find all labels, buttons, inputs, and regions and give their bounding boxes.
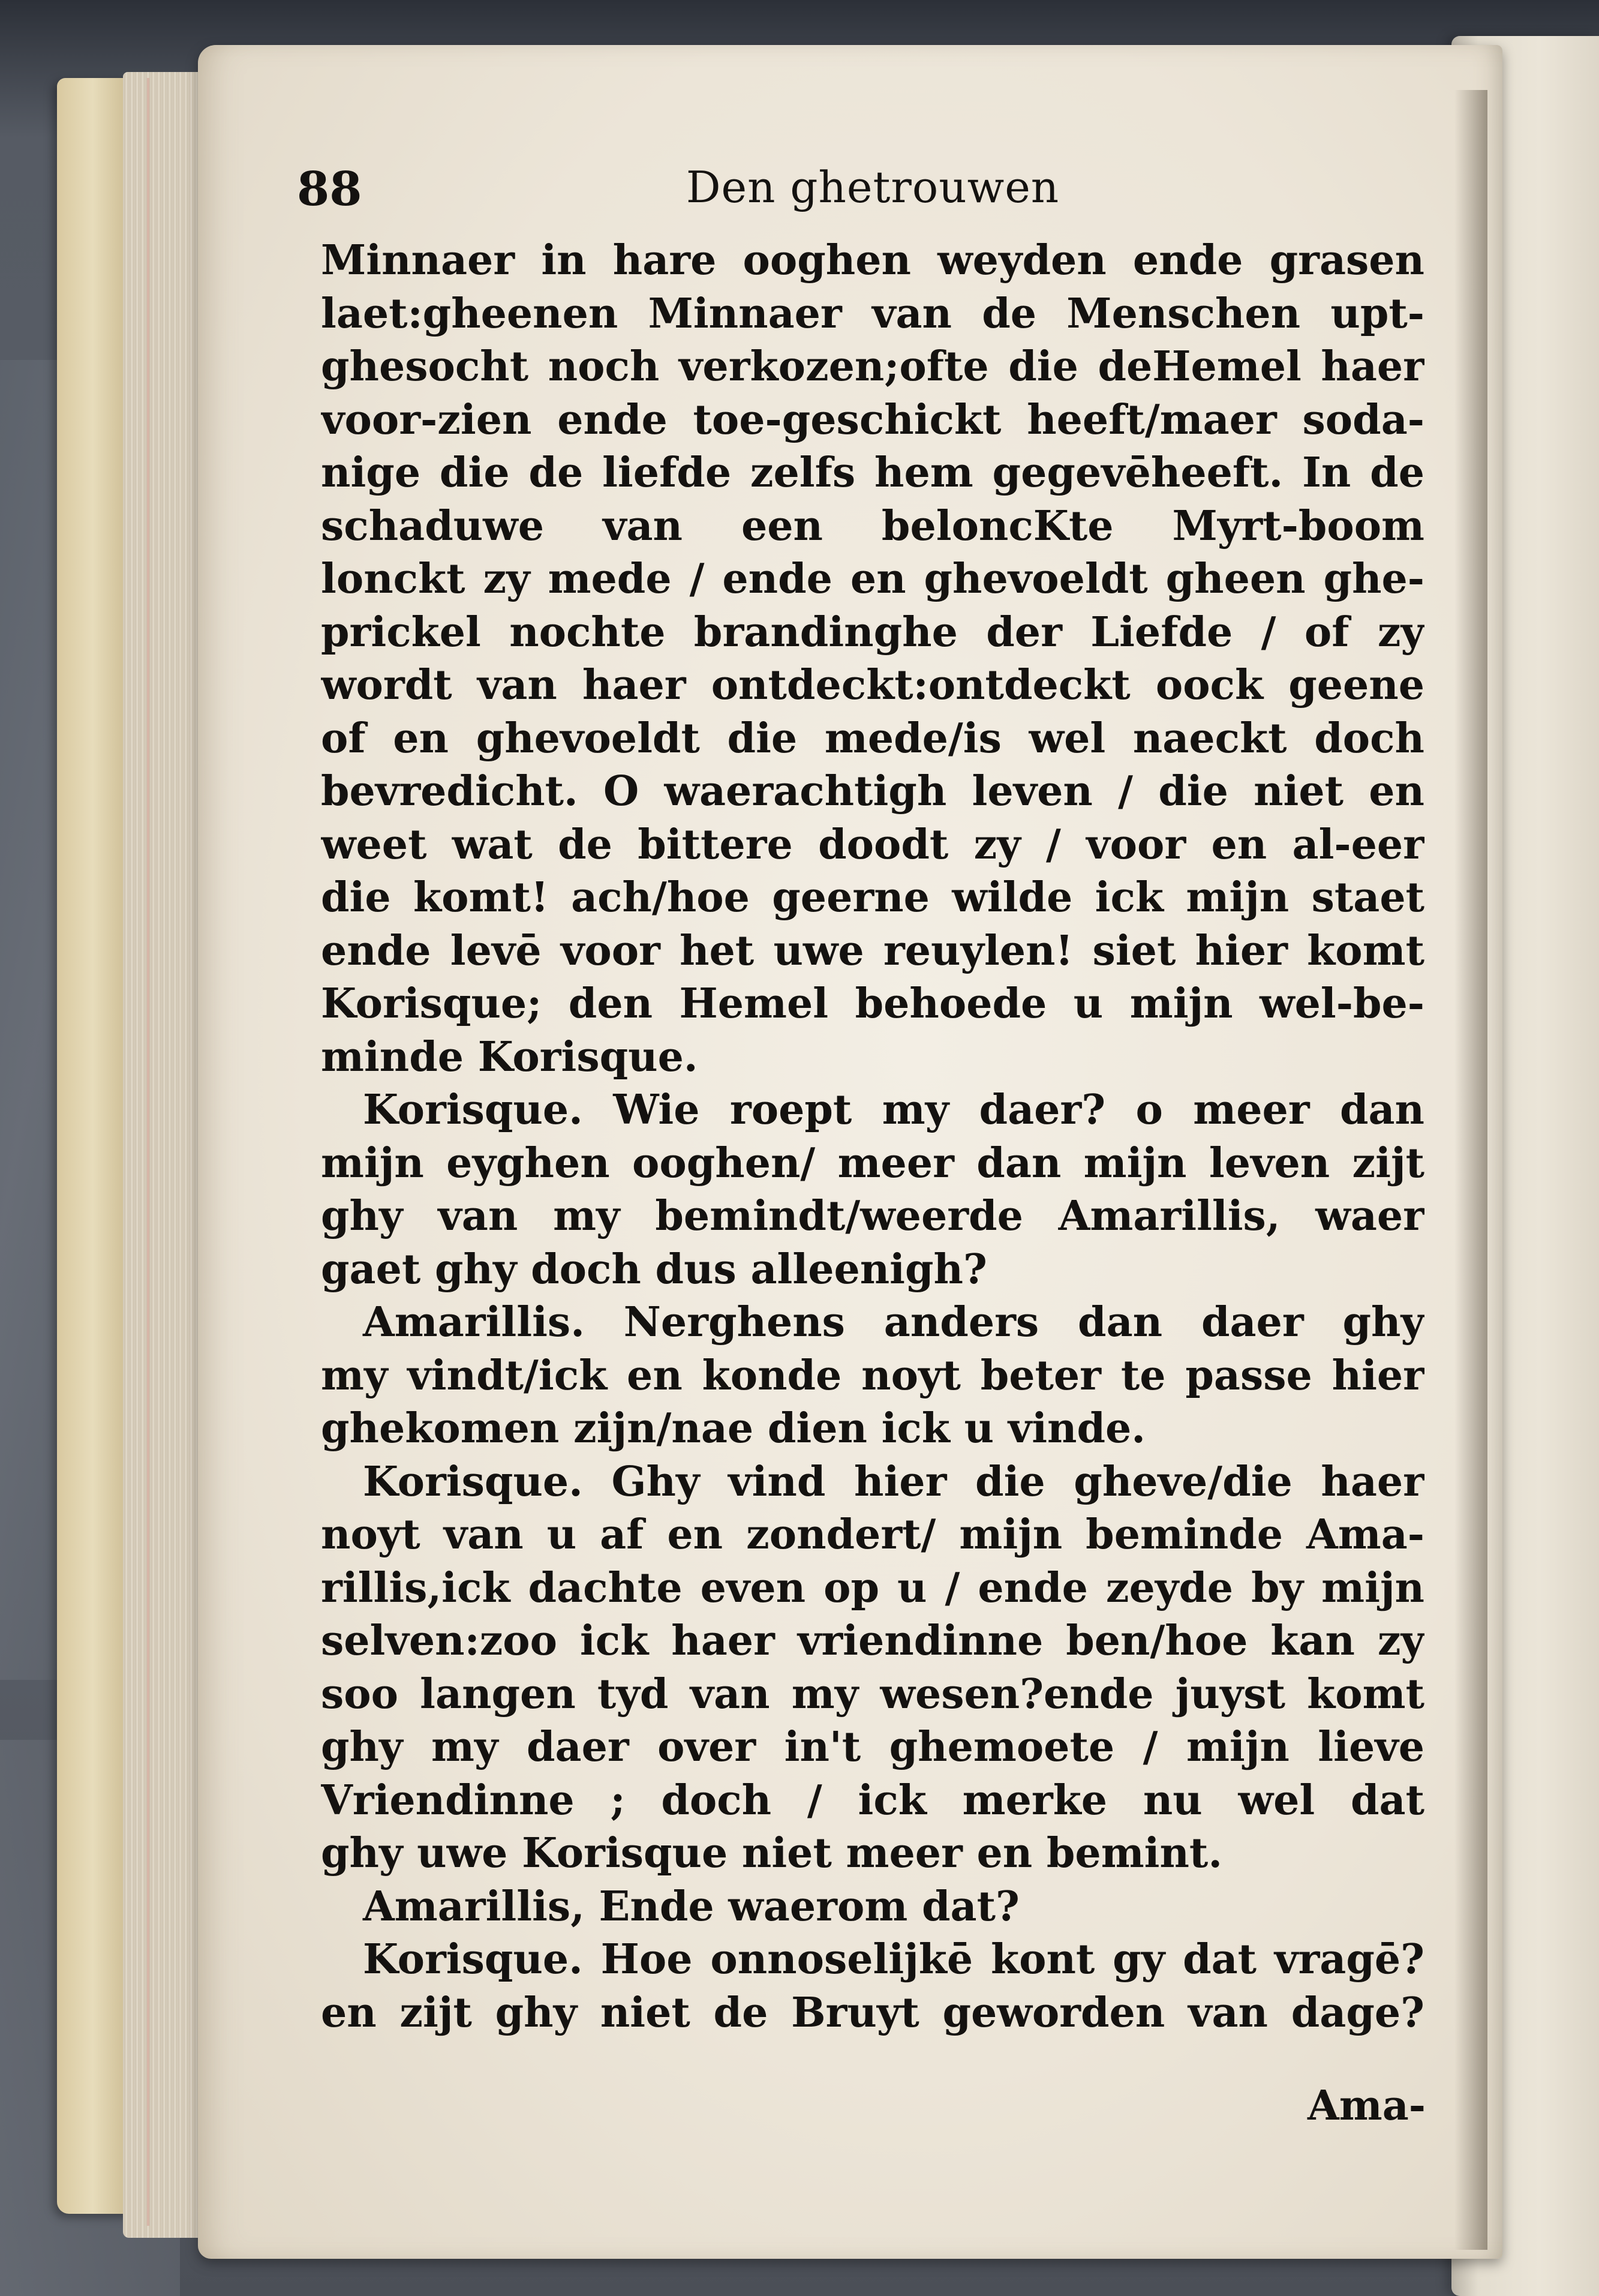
text-line: ghesocht noch verkozen;ofte die deHemel haer — [321, 343, 1424, 391]
text-line: weet wat de bittere doodt zy / voor en al-eer — [321, 820, 1424, 869]
text-line: ghy my daer over in't ghemoete / mijn lieve — [321, 1723, 1424, 1771]
running-head-title: Den ghetrouwen — [686, 162, 1060, 212]
text-line: Korisque. Ghy vind hier die gheve/die haer — [363, 1457, 1424, 1506]
page-gutter-shadow — [1454, 90, 1487, 2250]
page-number: 88 — [297, 162, 362, 217]
text-line: Amarillis. Nerghens anders dan daer ghy — [363, 1298, 1424, 1346]
text-line: rillis,ick dachte even op u / ende zeyde by mijn — [321, 1563, 1424, 1612]
text-line: schaduwe van een beloncKte Myrt-boom — [321, 502, 1424, 550]
text-line: bevredicht. O waerachtigh leven / die niet en — [321, 767, 1424, 815]
text-line: ghy van my bemindt/weerde Amarillis, waer — [321, 1192, 1424, 1240]
text-line: of en ghevoeldt die mede/is wel naeckt doch — [321, 714, 1424, 763]
text-line: ghy uwe Korisque niet meer en bemint. — [321, 1829, 1223, 1877]
text-line: selven:zoo ick haer vriendinne ben/hoe kan zy — [321, 1617, 1424, 1665]
text-line: prickel nochte brandinghe der Liefde / of zy — [321, 608, 1424, 656]
text-line: en zijt ghy niet de Bruyt geworden van dage? — [321, 1988, 1424, 2037]
text-line: soo langen tyd van my wesen?ende juyst komt — [321, 1670, 1424, 1718]
text-line: lonckt zy mede / ende en ghevoeldt gheen ghe- — [321, 555, 1424, 603]
text-line: nige die de liefde zelfs hem gegevēheeft. In de — [321, 449, 1424, 497]
text-line: mijn eyghen ooghen/ meer dan mijn leven zijt — [321, 1139, 1424, 1187]
text-line: die komt! ach/hoe geerne wilde ick mijn staet — [321, 874, 1424, 922]
text-line: my vindt/ick en konde noyt beter te passe hier — [321, 1351, 1424, 1400]
text-line: ende levē voor het uwe reuylen! siet hier komt — [321, 926, 1424, 975]
text-line: Amarillis, Ende waerom dat? — [363, 1882, 1020, 1931]
text-line: Vriendinne ; doch / ick merke nu wel dat — [321, 1776, 1424, 1824]
running-head — [297, 162, 1424, 234]
text-line: Korisque; den Hemel behoede u mijn wel-be- — [321, 980, 1424, 1028]
page-text-block — [297, 162, 1424, 2039]
text-line: voor-zien ende toe-geschickt heeft/maer soda- — [321, 395, 1424, 444]
text-line: minde Korisque. — [321, 1033, 698, 1081]
text-line: Korisque. Hoe onnoselijkē kont gy dat vragē? — [363, 1935, 1424, 1983]
text-line: laet:gheenen Minnaer van de Menschen upt- — [321, 289, 1424, 338]
text-line: Korisque. Wie roept my daer? o meer dan — [363, 1086, 1424, 1134]
text-line: wordt van haer ontdeckt:ontdeckt oock geene — [321, 661, 1424, 709]
catchword: Ama- — [1308, 2082, 1426, 2130]
text-line: ghekomen zijn/nae dien ick u vinde. — [321, 1404, 1146, 1452]
text-lines — [321, 234, 1424, 2039]
text-line: Minnaer in hare ooghen weyden ende grasen — [321, 236, 1424, 284]
text-line: noyt van u af en zondert/ mijn beminde Ama- — [321, 1511, 1424, 1559]
text-line: gaet ghy doch dus alleenigh? — [321, 1245, 987, 1293]
